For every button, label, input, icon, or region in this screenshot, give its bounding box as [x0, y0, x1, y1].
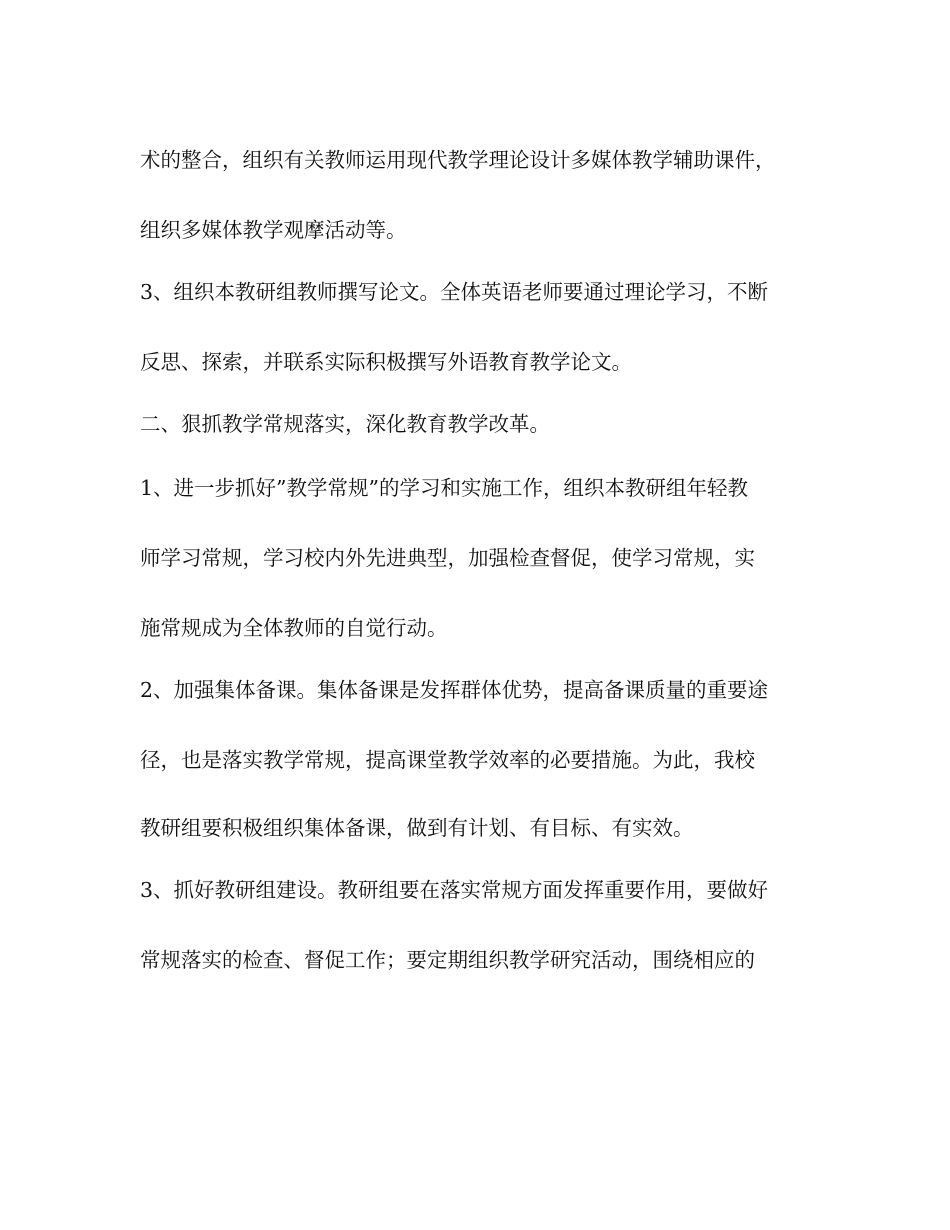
text-line: 3、抓好教研组建设。教研组要在落实常规方面发挥重要作用，要做好 — [140, 878, 769, 902]
text-line: 1、进一步抓好”教学常规”的学习和实施工作，组织本教研组年轻教 — [140, 476, 749, 500]
text-line: 常规落实的检查、督促工作；要定期组织教学研究活动，围绕相应的 — [140, 948, 755, 972]
text-line: 径，也是落实教学常规，提高课堂教学效率的必要措施。为此，我校 — [140, 748, 755, 772]
text-line: 施常规成为全体教师的自觉行动。 — [140, 616, 448, 640]
text-line: 师学习常规，学习校内外先进典型，加强检查督促，使学习常规，实 — [140, 546, 755, 570]
section-heading: 二、狠抓教学常规落实，深化教育教学改革。 — [140, 412, 550, 436]
text-line: 术的整合，组织有关教师运用现代教学理论设计多媒体教学辅助课件， — [140, 148, 776, 172]
text-line: 3、组织本教研组教师撰写论文。全体英语老师要通过理论学习，不断 — [140, 280, 769, 304]
text-line: 教研组要积极组织集体备课，做到有计划、有目标、有实效。 — [140, 816, 694, 840]
text-line: 反思、探索，并联系实际积极撰写外语教育教学论文。 — [140, 350, 632, 374]
text-line: 2、加强集体备课。集体备课是发挥群体优势，提高备课质量的重要途 — [140, 678, 769, 702]
text-line: 组织多媒体教学观摩活动等。 — [140, 218, 407, 242]
